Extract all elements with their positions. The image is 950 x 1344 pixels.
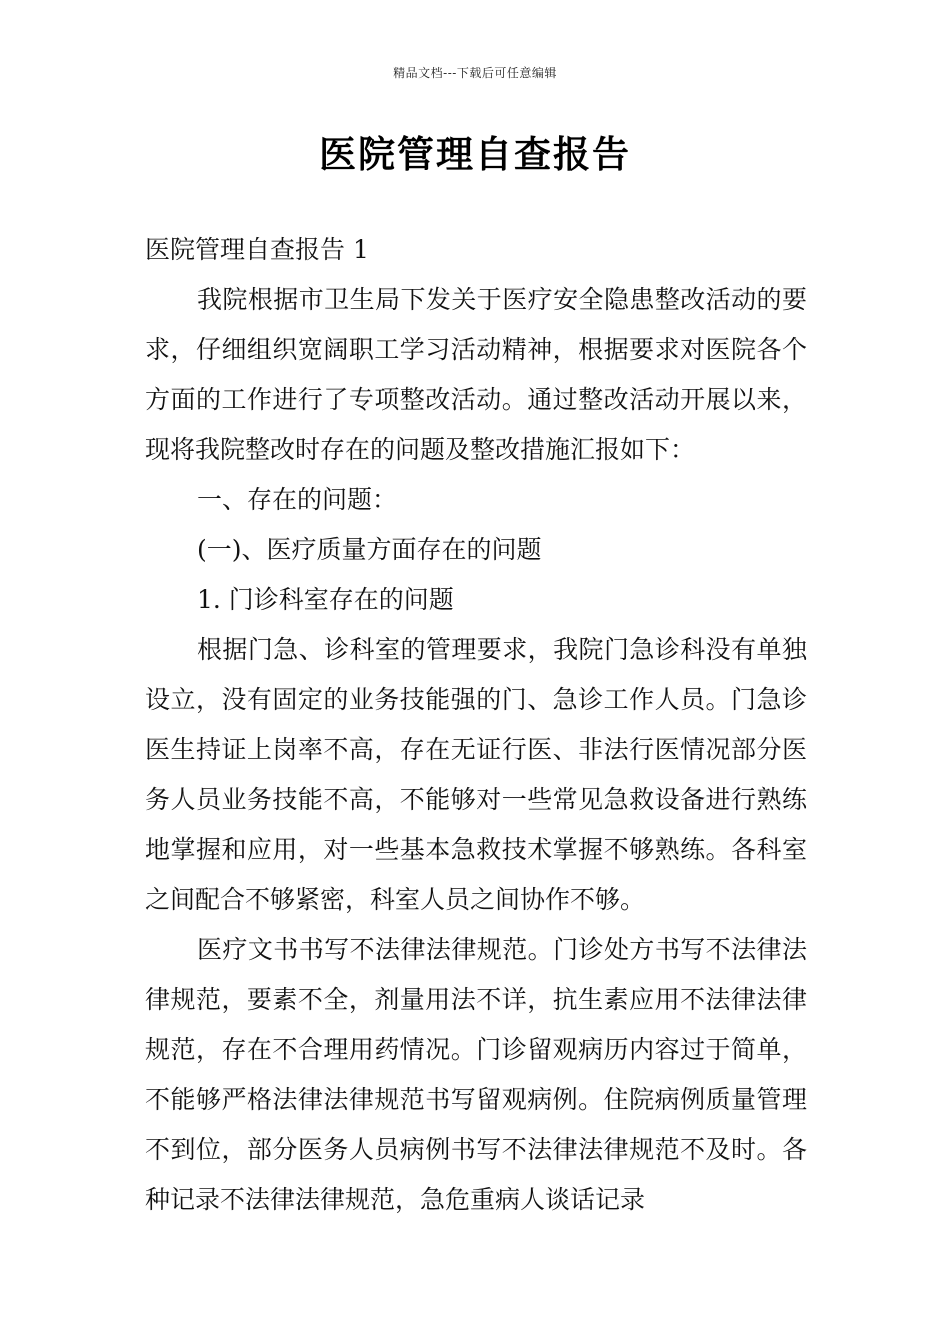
heading-medical-quality: (一)、医疗质量方面存在的问题 (197, 535, 542, 564)
section-heading: 医院管理自查报告 1 (145, 235, 369, 264)
paragraph-outpatient: 根据门急、诊科室的管理要求，我院门急诊科没有单独设立，没有固定的业务技能强的门、急诊工作人员。门急诊医生持证上岗率不高，存在无证行医、非法行医情况部分医务人员业务技能不高，不能够对一些常见急救设备进行熟练地掌握和应用，对一些基本急救技术掌握不够熟练。各科室之间配合不够紧密，科室人员之间协作不够。 (145, 635, 807, 914)
header-note: 精品文档---下载后可任意编辑 (393, 66, 557, 80)
heading-outpatient-problems: 1. 门诊科室存在的问题 (197, 585, 454, 614)
document-body (145, 225, 807, 1225)
intro-paragraph: 我院根据市卫生局下发关于医疗安全隐患整改活动的要求，仔细组织宽阔职工学习活动精神，根据要求对医院各个方面的工作进行了专项整改活动。通过整改活动开展以来，现将我院整改时存在的问题及整改措施汇报如下： (145, 285, 807, 464)
heading-existing-problems: 一、存在的问题： (197, 485, 398, 514)
paragraph-medical-documents: 医疗文书书写不法律法律规范。门诊处方书写不法律法律规范，要素不全，剂量用法不详，抗生素应用不法律法律规范，存在不合理用药情况。门诊留观病历内容过于简单，不能够严格法律法律规范书写留观病例。住院病例质量管理不到位，部分医务人员病例书写不法律法律规范不及时。各种记录不法律法律规范，急危重病人谈话记录 (145, 935, 807, 1214)
document-title: 医院管理自查报告 (319, 132, 631, 176)
